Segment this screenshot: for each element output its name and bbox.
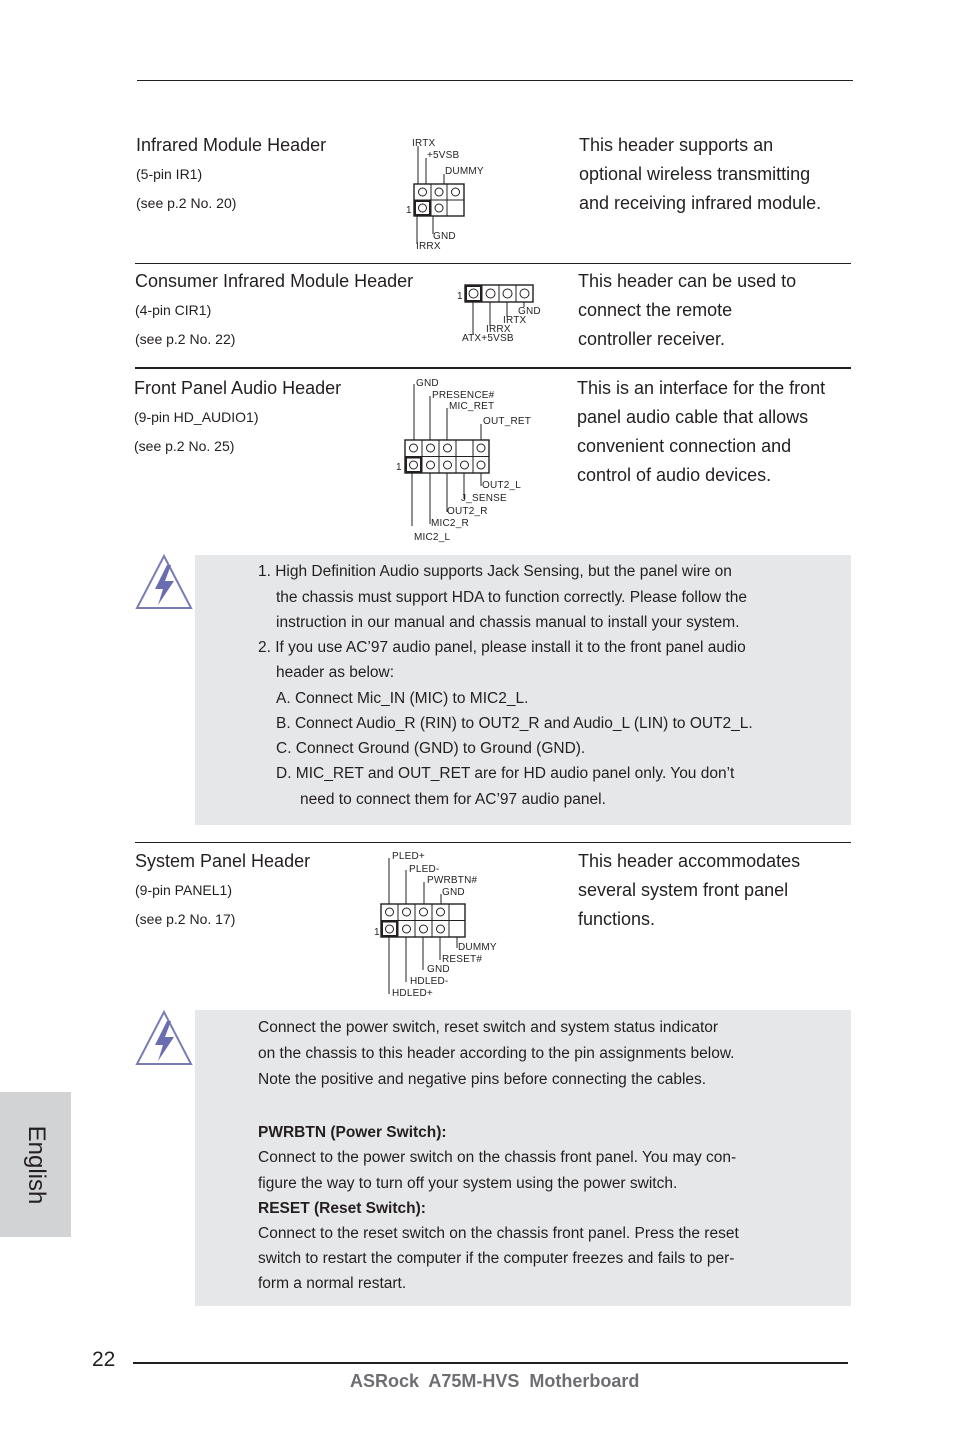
section-divider (135, 367, 851, 369)
panel-pin-label: GND (442, 887, 465, 898)
panel-header-ref: (see p.2 No. 17) (135, 911, 236, 927)
panel-header-description: This header accommodates several system front panel functions. (578, 851, 801, 929)
ir-header-pins: (5-pin IR1) (136, 166, 203, 182)
note-line: figure the way to turn off your system using the power switch. (258, 1175, 678, 1192)
audio-pin-diagram (392, 374, 532, 544)
language-tab-label: English (22, 1125, 50, 1204)
cir-pin-diagram (455, 282, 550, 344)
panel-pin-label: PLED- (409, 864, 440, 875)
note-line: on the chassis to this header according to the pin assignments below. (258, 1045, 735, 1062)
audio-pin-label: GND (416, 378, 439, 389)
note-line: D. MIC_RET and OUT_RET are for HD audio panel only. You don’t (276, 765, 735, 782)
note-line: A. Connect Mic_IN (MIC) to MIC2_L. (276, 690, 529, 707)
cir-pin-label: IRTX (503, 315, 527, 326)
panel-pin-label: PWRBTN# (427, 875, 478, 886)
top-rule (137, 80, 853, 81)
cir-pin-label: IRRX (486, 324, 511, 335)
audio-pin-label: OUT2_L (482, 480, 521, 491)
note-line: the chassis must support HDA to function correctly. Please follow the (276, 589, 747, 606)
audio-pin-label: MIC_RET (449, 401, 495, 412)
note-line: Connect to the reset switch on the chassis front panel. Press the reset (258, 1225, 739, 1242)
ir-pin-label: IRRX (416, 241, 441, 252)
cir-pin-one-marker: 1 (457, 291, 463, 302)
audio-pin-one-marker: 1 (396, 462, 402, 473)
ir-pin-label: IRTX (412, 138, 436, 149)
warning-icon (134, 553, 194, 611)
audio-pin-label: OUT2_R (447, 506, 488, 517)
note-line: 2. If you use AC’97 audio panel, please install it to the front panel audio (258, 639, 746, 656)
audio-header-ref: (see p.2 No. 25) (134, 438, 235, 454)
note-line: B. Connect Audio_R (RIN) to OUT2_R and Audio_L (LIN) to OUT2_L. (276, 715, 753, 732)
footer-product-name: ASRock A75M-HVS Motherboard (350, 1371, 640, 1391)
pwrbtn-heading: PWRBTN (Power Switch): (258, 1124, 447, 1141)
note-line: form a normal restart. (258, 1275, 407, 1292)
cir-header-ref: (see p.2 No. 22) (135, 331, 236, 347)
audio-header-pins: (9-pin HD_AUDIO1) (134, 409, 259, 425)
panel-pin-label: HDLED- (410, 976, 449, 987)
cir-header-title: Consumer Infrared Module Header (135, 271, 414, 291)
panel-pin-label: RESET# (442, 954, 483, 965)
cir-header-pins: (4-pin CIR1) (135, 302, 212, 318)
note-line: Connect to the power switch on the chassis front panel. You may con- (258, 1149, 737, 1166)
panel-pin-label: PLED+ (392, 851, 425, 862)
audio-header-title: Front Panel Audio Header (134, 378, 342, 398)
audio-pin-label: J_SENSE (461, 493, 507, 504)
ir-pin-diagram (400, 136, 500, 254)
ir-pin-label: +5VSB (427, 150, 460, 161)
ir-header-ref: (see p.2 No. 20) (136, 195, 237, 211)
note-line: Connect the power switch, reset switch and system status indicator (258, 1019, 719, 1036)
warning-icon (134, 1009, 194, 1067)
note-line: C. Connect Ground (GND) to Ground (GND). (276, 740, 586, 757)
cir-pin-label: ATX+5VSB (462, 333, 514, 344)
page-number: 22 (92, 1348, 116, 1371)
audio-pin-label: MIC2_R (431, 518, 469, 529)
panel-pin-label: DUMMY (458, 942, 497, 953)
note-line: header as below: (276, 664, 395, 681)
reset-heading: RESET (Reset Switch): (258, 1200, 426, 1217)
ir-header-description: This header supports an optional wireless transmitting and receiving infrared module. (579, 135, 822, 213)
panel-pin-diagram (372, 848, 507, 1000)
note-line: Note the positive and negative pins before connecting the cables. (258, 1071, 707, 1088)
audio-header-description: This is an interface for the front panel audio cable that allows convenient connection and control of audio devices. (577, 378, 826, 485)
note-line: switch to restart the computer if the computer freezes and fails to per- (258, 1250, 735, 1267)
audio-pin-label: OUT_RET (483, 416, 532, 427)
cir-header-description: This header can be used to connect the remote controller receiver. (578, 271, 797, 349)
panel-pin-label: GND (427, 964, 450, 975)
cir-pin-label: GND (518, 306, 541, 317)
note-line: 1. High Definition Audio supports Jack Sensing, but the panel wire on (258, 563, 732, 580)
ir-pin-label: GND (433, 231, 456, 242)
ir-pin-one-marker: 1 (406, 205, 412, 216)
panel-pin-one-marker: 1 (374, 927, 380, 938)
note-line: instruction in our manual and chassis manual to install your system. (276, 614, 740, 631)
ir-header-title: Infrared Module Header (136, 135, 327, 155)
section-divider (135, 842, 851, 843)
panel-pin-label: HDLED+ (392, 988, 433, 999)
section-divider (135, 263, 851, 264)
language-tab (0, 1092, 71, 1237)
audio-pin-label: MIC2_L (414, 532, 451, 543)
panel-header-pins: (9-pin PANEL1) (135, 882, 233, 898)
footer-rule (133, 1362, 848, 1364)
ir-pin-label: DUMMY (445, 166, 484, 177)
panel-header-title: System Panel Header (135, 851, 311, 871)
audio-pin-label: PRESENCE# (432, 390, 495, 401)
note-line: need to connect them for AC’97 audio panel. (300, 791, 606, 808)
